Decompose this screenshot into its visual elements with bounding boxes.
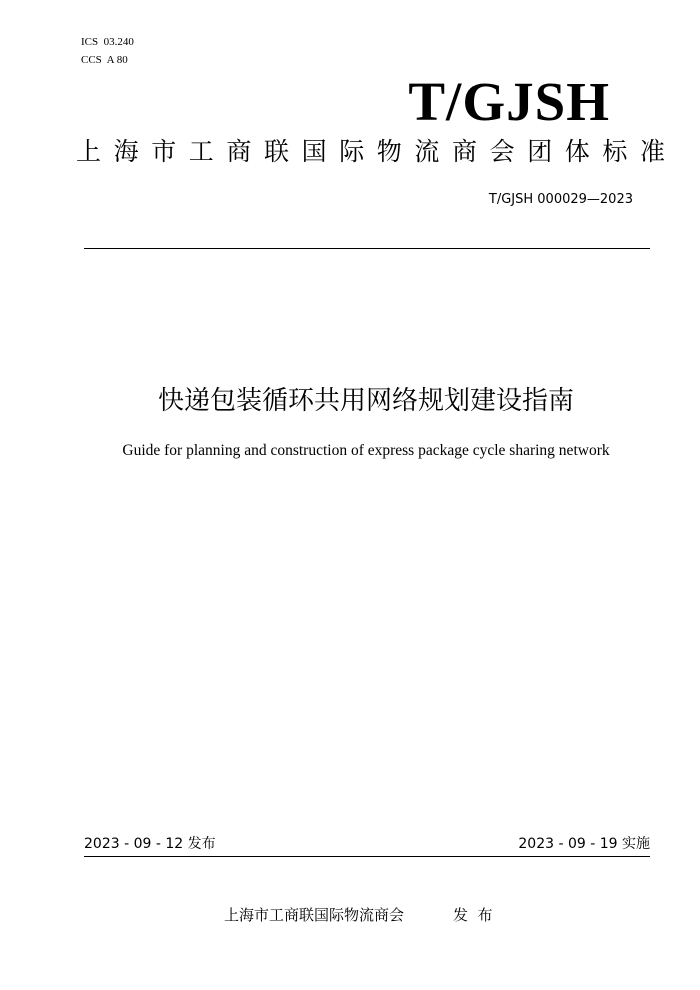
implementation-date: 2023 - 09 - 19 实施 (518, 836, 650, 852)
ccs-code: CCS A 80 (81, 54, 128, 66)
top-divider (84, 248, 650, 249)
standard-logo: T/GJSH (408, 71, 610, 132)
organization-standard-title: 上海市工商联国际物流商会团体标准 (76, 137, 678, 166)
ics-code: ICS 03.240 (81, 36, 134, 48)
document-title-english: Guide for planning and construction of express package cycle sharing network (122, 442, 610, 459)
publish-label: 发 布 (453, 906, 493, 924)
document-title-chinese: 快递包装循环共用网络规划建设指南 (157, 386, 574, 416)
publisher-name: 上海市工商联国际物流商会 (224, 906, 405, 924)
bottom-divider (84, 856, 650, 857)
standard-number: T/GJSH 000029—2023 (488, 192, 633, 207)
publish-date: 2023 - 09 - 12 发布 (84, 836, 216, 852)
